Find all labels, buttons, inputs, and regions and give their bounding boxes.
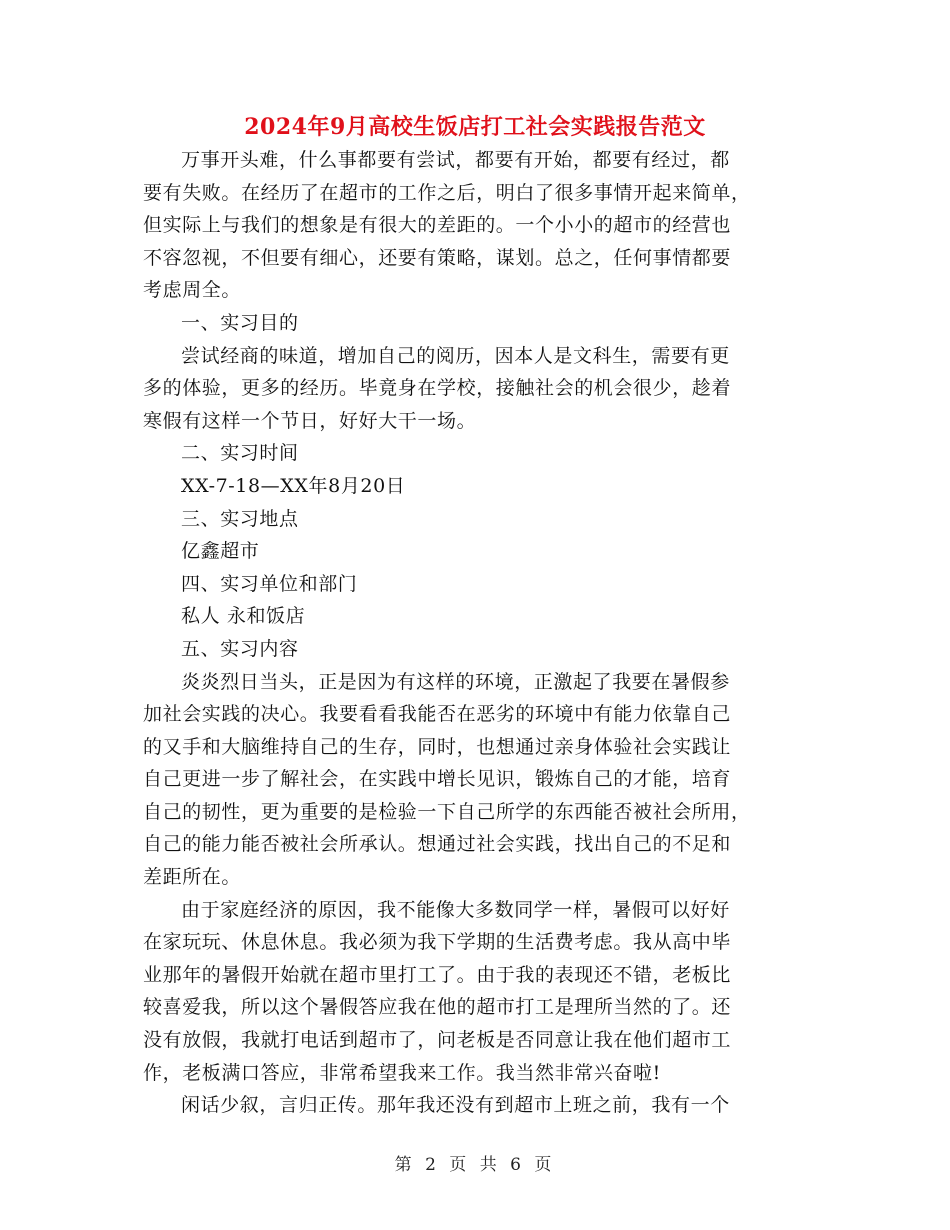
section-heading-purpose: 一、实习目的	[181, 311, 299, 334]
section-heading-time: 二、实习时间	[181, 442, 299, 465]
paragraph-intro: 万事开头难，什么事都要有尝试，都要有开始，都要有经过，都 要有失败。在经历了在超市的工作之后，明白了很多事情开起来简单， 但实际上与我们的想象是有很大的差距的。一个小小的超市的经营也 不容忽视，不但要有细心，还要有策略，谋划。总之，任何事情都要 考虑周全。	[143, 149, 751, 302]
paragraph-unit: 私人 永和饭店	[181, 605, 306, 628]
section-heading-location: 三、实习地点	[181, 507, 299, 530]
paragraph-purpose: 尝试经商的味道，增加自己的阅历，因本人是文科生，需要有更 多的体验，更多的经历。毕竟身在学校，接触社会的机会很少，趁着 寒假有这样一个节日，好好大干一场。	[143, 344, 732, 432]
paragraph-content-2: 由于家庭经济的原因，我不能像大多数同学一样，暑假可以好好 在家玩玩、休息休息。我必须为我下学期的生活费考虑。我从高中毕 业那年的暑假开始就在超市里打工了。由于我的表现还不错，老板比 较喜爱我，所以这个暑假答应我在他的超市打工是理所当然的了。还 没有放假，我就打电话到超市了，问老板是否同意让我在他们超市工 作，老板满口答应，非常希望我来工作。我当然非常兴奋啦!	[143, 898, 732, 1084]
paragraph-content-3: 闲话少叙，言归正传。那年我还没有到超市上班之前，我有一个	[181, 1094, 730, 1117]
paragraph-content-1: 炎炎烈日当头，正是因为有这样的环境，正激起了我要在暑假参 加社会实践的决心。我要看看我能否在恶劣的环境中有能力依靠自己 的又手和大脑维持自己的生存，同时，也想通过亲身体验社会实践让 自己更进一步了解社会，在实践中增长见识，锻炼自己的才能，培育 自己的韧性，更为重要的是检验一下自己所学的东西能否被社会所用， 自己的能力能否被社会所承认。想通过社会实践，找出自己的不足和 差距所在。	[143, 670, 751, 889]
paragraph-time: XX-7-18—XX年8月20日	[181, 474, 406, 497]
section-heading-unit: 四、实习单位和部门	[181, 572, 358, 595]
document-title: 2024年9月高校生饭店打工社会实践报告范文	[244, 114, 706, 140]
page-footer: 第 2 页 共 6 页	[394, 1155, 556, 1175]
document-body	[143, 144, 803, 1122]
section-heading-content: 五、实习内容	[181, 637, 299, 660]
paragraph-location: 亿鑫超市	[181, 540, 260, 563]
